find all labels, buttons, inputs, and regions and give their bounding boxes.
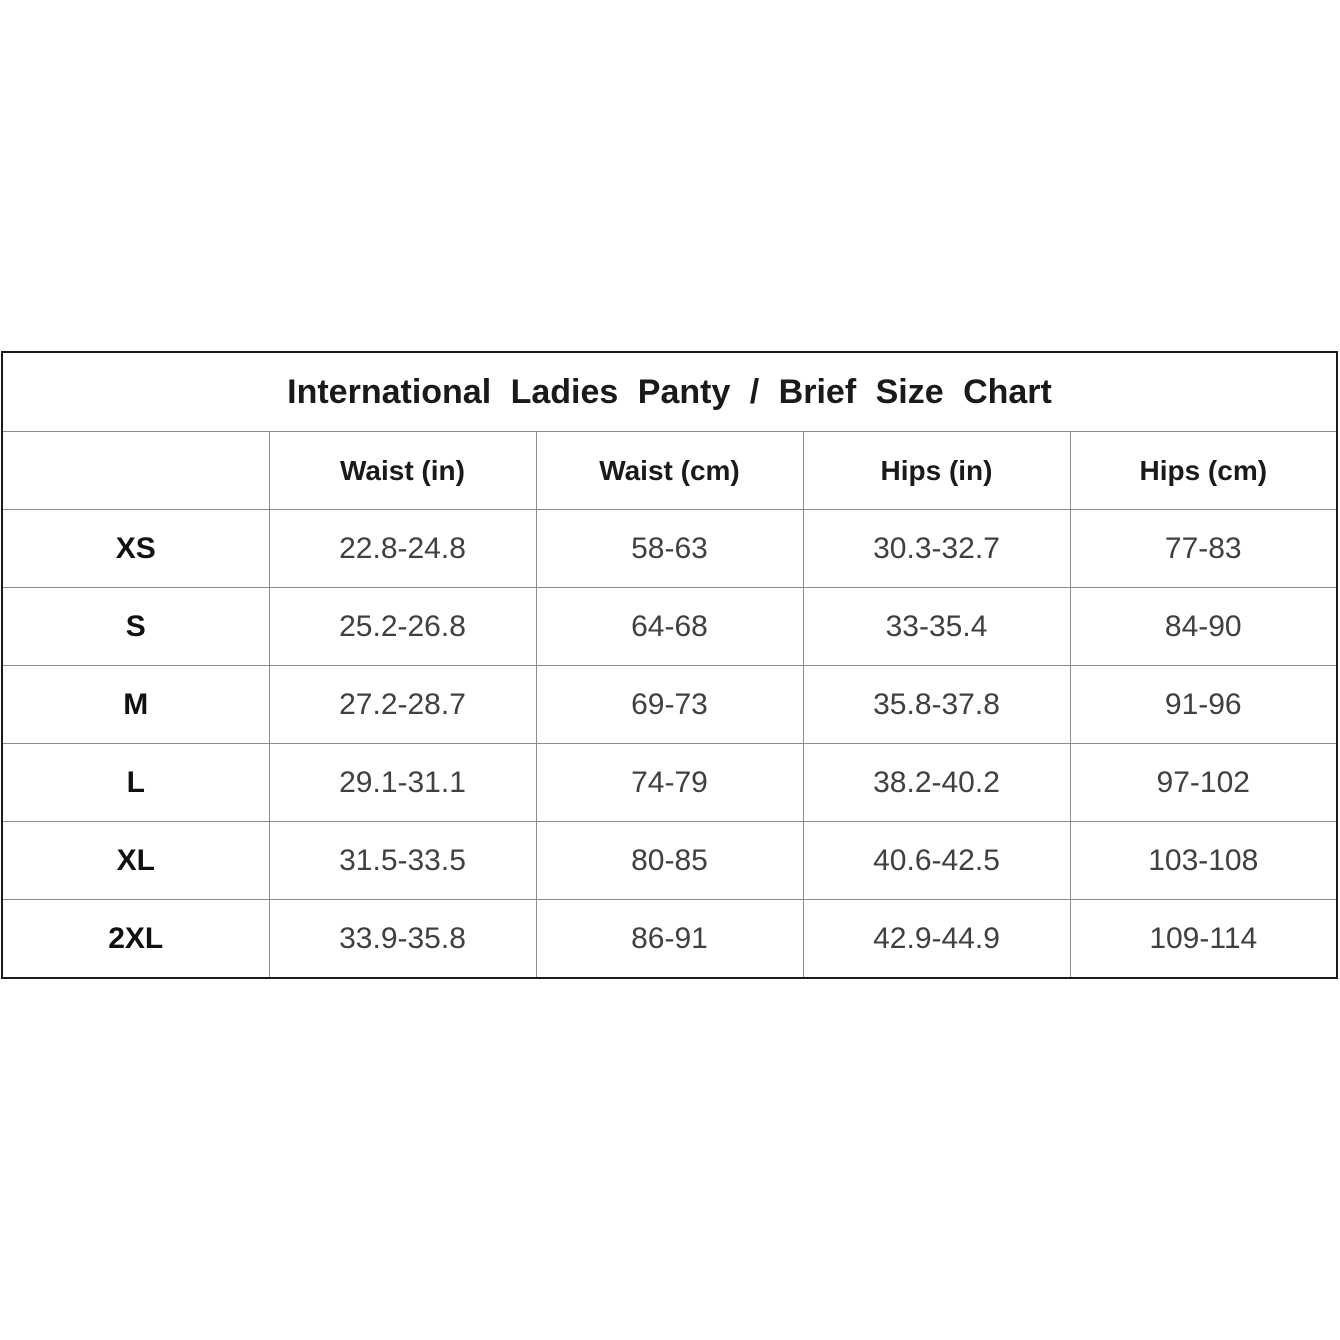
size-label: L xyxy=(2,744,269,822)
waist-cm-value: 74-79 xyxy=(536,744,803,822)
header-size xyxy=(2,432,269,510)
waist-cm-value: 69-73 xyxy=(536,666,803,744)
table-row xyxy=(2,822,1337,900)
waist-in-value: 29.1-31.1 xyxy=(269,744,536,822)
size-label: XS xyxy=(2,510,269,588)
table-row xyxy=(2,588,1337,666)
hips-cm-value: 91-96 xyxy=(1070,666,1337,744)
header-hips-in: Hips (in) xyxy=(803,432,1070,510)
table-title: International Ladies Panty / Brief Size Chart xyxy=(2,352,1337,432)
size-chart-table xyxy=(1,351,1338,979)
waist-in-value: 27.2-28.7 xyxy=(269,666,536,744)
size-label: M xyxy=(2,666,269,744)
hips-cm-value: 97-102 xyxy=(1070,744,1337,822)
header-row xyxy=(2,432,1337,510)
size-label: 2XL xyxy=(2,900,269,979)
waist-cm-value: 80-85 xyxy=(536,822,803,900)
hips-cm-value: 103-108 xyxy=(1070,822,1337,900)
waist-cm-value: 64-68 xyxy=(536,588,803,666)
size-label: S xyxy=(2,588,269,666)
hips-in-value: 35.8-37.8 xyxy=(803,666,1070,744)
table-row xyxy=(2,510,1337,588)
header-waist-cm: Waist (cm) xyxy=(536,432,803,510)
title-row xyxy=(2,352,1337,432)
waist-in-value: 25.2-26.8 xyxy=(269,588,536,666)
header-hips-cm: Hips (cm) xyxy=(1070,432,1337,510)
hips-in-value: 40.6-42.5 xyxy=(803,822,1070,900)
header-waist-in: Waist (in) xyxy=(269,432,536,510)
hips-in-value: 33-35.4 xyxy=(803,588,1070,666)
hips-in-value: 30.3-32.7 xyxy=(803,510,1070,588)
size-label: XL xyxy=(2,822,269,900)
table-row xyxy=(2,744,1337,822)
hips-cm-value: 109-114 xyxy=(1070,900,1337,979)
waist-cm-value: 58-63 xyxy=(536,510,803,588)
hips-in-value: 38.2-40.2 xyxy=(803,744,1070,822)
hips-cm-value: 84-90 xyxy=(1070,588,1337,666)
table-row xyxy=(2,900,1337,979)
hips-cm-value: 77-83 xyxy=(1070,510,1337,588)
waist-cm-value: 86-91 xyxy=(536,900,803,979)
hips-in-value: 42.9-44.9 xyxy=(803,900,1070,979)
waist-in-value: 22.8-24.8 xyxy=(269,510,536,588)
table-row xyxy=(2,666,1337,744)
waist-in-value: 33.9-35.8 xyxy=(269,900,536,979)
waist-in-value: 31.5-33.5 xyxy=(269,822,536,900)
